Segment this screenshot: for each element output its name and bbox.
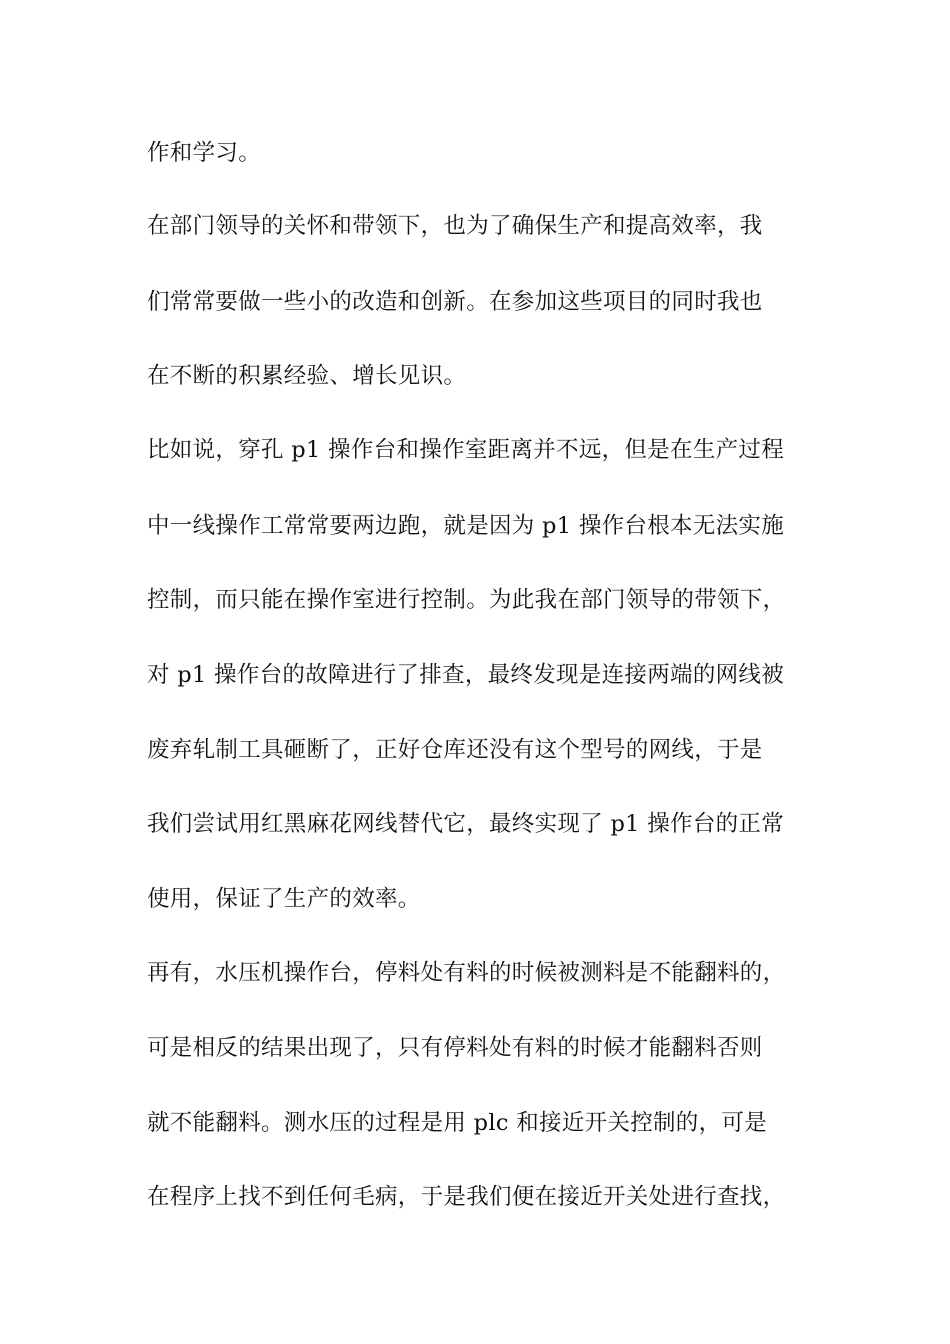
text-line: 控制，而只能在操作室进行控制。为此我在部门领导的带领下， [147, 587, 786, 613]
text-line: 们常常要做一些小的改造和创新。在参加这些项目的同时我也 [147, 289, 763, 315]
text-line: 在程序上找不到任何毛病，于是我们便在接近开关处进行查找， [147, 1184, 786, 1210]
text-line: 比如说，穿孔 p1 操作台和操作室距离并不远，但是在生产过程 [147, 437, 785, 463]
text-line: 废弃轧制工具砸断了，正好仓库还没有这个型号的网线，于是 [147, 737, 763, 763]
text-line: 我们尝试用红黑麻花网线替代它，最终实现了 p1 操作台的正常 [147, 811, 785, 837]
text-line: 可是相反的结果出现了，只有停料处有料的时候才能翻料否则 [147, 1035, 763, 1061]
text-line: 就不能翻料。测水压的过程是用 plc 和接近开关控制的，可是 [147, 1110, 768, 1136]
text-line: 再有，水压机操作台，停料处有料的时候被测料是不能翻料的， [147, 960, 786, 986]
text-line: 使用，保证了生产的效率。 [147, 886, 421, 912]
text-line: 在部门领导的关怀和带领下，也为了确保生产和提高效率，我 [147, 213, 763, 239]
text-line: 在不断的积累经验、增长见识。 [147, 363, 467, 389]
text-line: 作和学习。 [147, 140, 262, 166]
text-line: 中一线操作工常常要两边跑，就是因为 p1 操作台根本无法实施 [147, 513, 785, 539]
text-line: 对 p1 操作台的故障进行了排查，最终发现是连接两端的网线被 [147, 662, 785, 688]
